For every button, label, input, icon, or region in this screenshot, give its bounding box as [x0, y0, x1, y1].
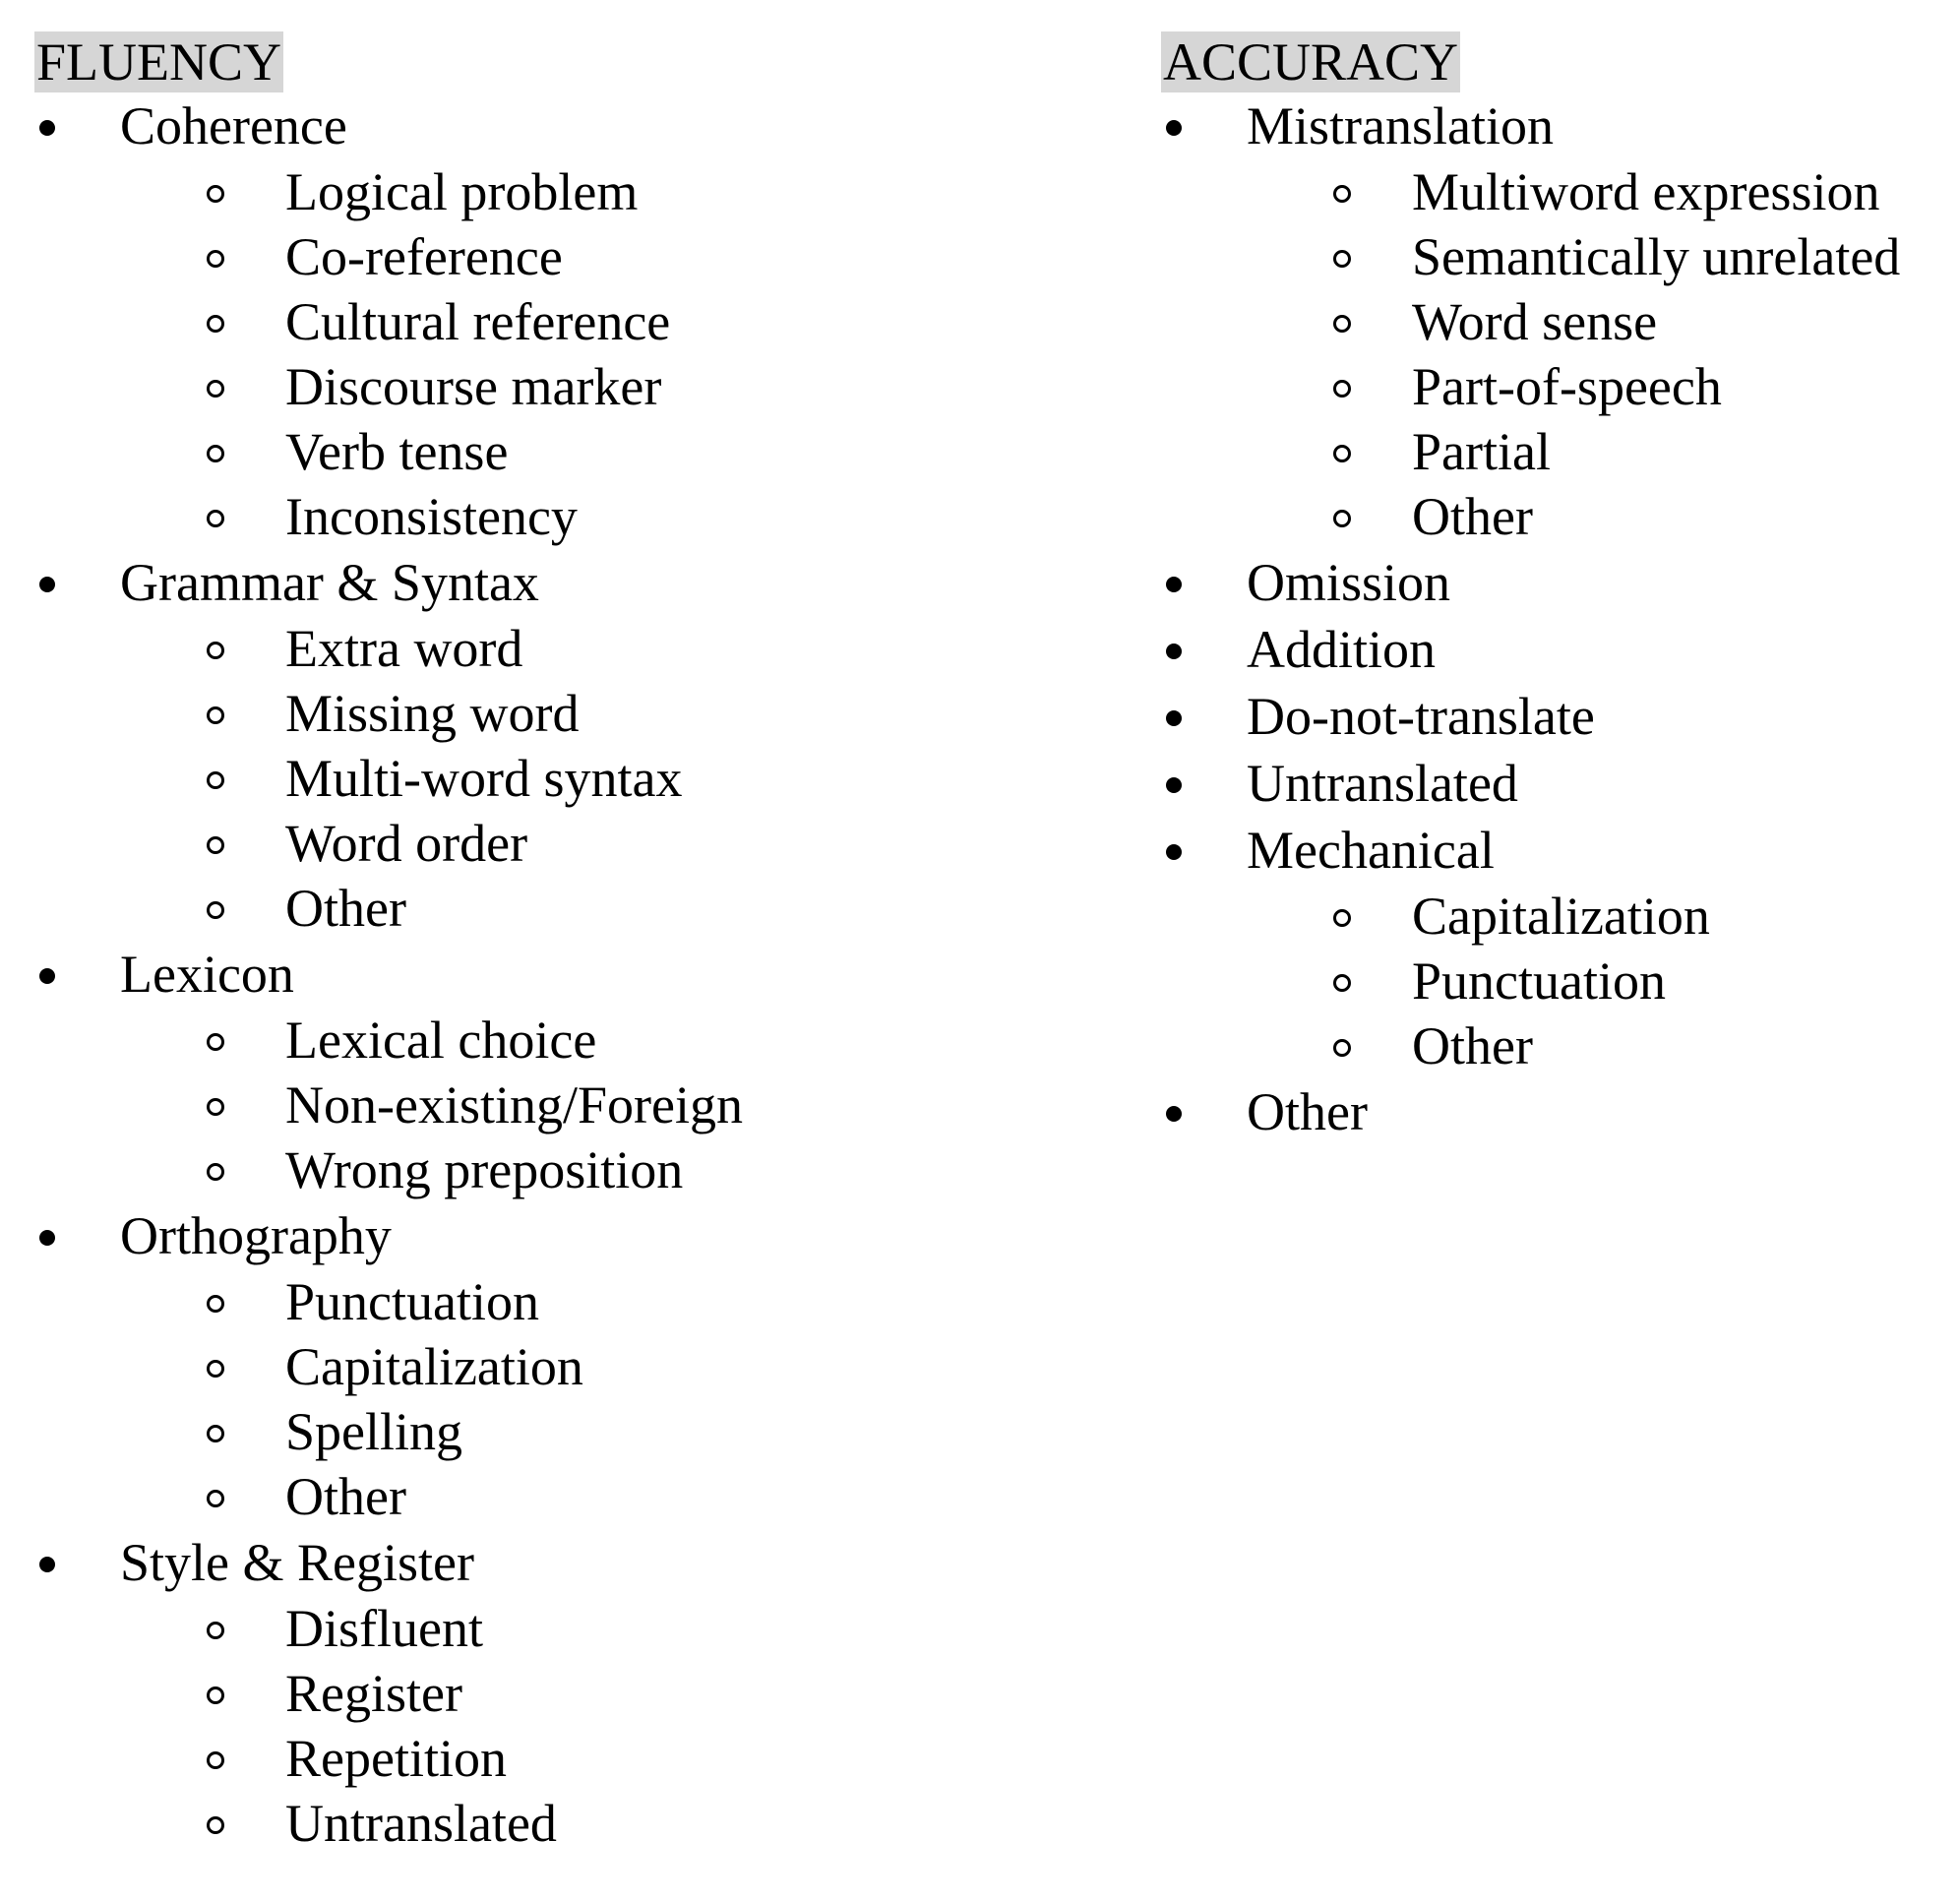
fluency-subcategory-item — [34, 224, 1117, 289]
fluency-subcategory-item — [34, 1137, 1117, 1202]
fluency-subcategory-label: Disfluent — [285, 1599, 483, 1658]
fluency-category-label: Lexicon — [120, 945, 294, 1004]
hollow-circle-bullet-icon — [207, 706, 224, 724]
fluency-subcategory-item — [34, 1334, 1117, 1399]
accuracy-subcategory-label: Other — [1412, 487, 1533, 546]
accuracy-category — [1161, 1078, 1948, 1145]
fluency-subcategory-item — [34, 159, 1117, 224]
hollow-circle-bullet-icon — [207, 445, 224, 462]
accuracy-category-row — [1161, 1078, 1948, 1145]
accuracy-category — [1161, 616, 1948, 683]
fluency-subcategory-item — [34, 1791, 1117, 1856]
accuracy-category-row — [1161, 817, 1948, 884]
fluency-subcategory-label: Missing word — [285, 684, 580, 743]
hollow-circle-bullet-icon — [1333, 510, 1351, 527]
hollow-circle-bullet-icon — [207, 250, 224, 268]
fluency-category-row — [34, 549, 1117, 616]
filled-bullet-icon — [1166, 120, 1182, 136]
hollow-circle-bullet-icon — [207, 315, 224, 333]
fluency-subcategory-item — [34, 1073, 1117, 1137]
accuracy-column — [1161, 31, 1948, 1145]
accuracy-subcategory-item — [1161, 419, 1948, 484]
fluency-subcategory-label: Extra word — [285, 619, 523, 678]
accuracy-category-label: Omission — [1247, 553, 1451, 612]
accuracy-subcategory-item — [1161, 224, 1948, 289]
fluency-subcategory-label: Logical problem — [285, 162, 639, 221]
filled-bullet-icon — [39, 968, 55, 984]
hollow-circle-bullet-icon — [207, 1751, 224, 1769]
fluency-category-label: Orthography — [120, 1206, 392, 1265]
accuracy-category-label: Mechanical — [1247, 821, 1495, 880]
hollow-circle-bullet-icon — [207, 1033, 224, 1051]
fluency-category-list — [34, 92, 1117, 1856]
fluency-category-label: Style & Register — [120, 1533, 474, 1592]
fluency-subcategory-label: Co-reference — [285, 227, 563, 286]
hollow-circle-bullet-icon — [207, 1360, 224, 1378]
fluency-subcategory-label: Other — [285, 1467, 406, 1526]
filled-bullet-icon — [1166, 1106, 1182, 1122]
fluency-subcategory-item — [34, 354, 1117, 419]
fluency-subcategory-item — [34, 616, 1117, 681]
hollow-circle-bullet-icon — [207, 771, 224, 789]
hollow-circle-bullet-icon — [1333, 909, 1351, 927]
accuracy-subcategory-item — [1161, 949, 1948, 1013]
hollow-circle-bullet-icon — [1333, 1039, 1351, 1057]
hollow-circle-bullet-icon — [1333, 315, 1351, 333]
fluency-subcategory-item — [34, 1661, 1117, 1726]
accuracy-category — [1161, 750, 1948, 817]
hollow-circle-bullet-icon — [207, 1622, 224, 1639]
accuracy-category-row — [1161, 92, 1948, 159]
hollow-circle-bullet-icon — [1333, 185, 1351, 203]
accuracy-category-label: Other — [1247, 1082, 1368, 1141]
fluency-subcategory-item — [34, 1726, 1117, 1791]
hollow-circle-bullet-icon — [207, 1425, 224, 1442]
fluency-subcategory-label: Lexical choice — [285, 1011, 597, 1070]
accuracy-category — [1161, 683, 1948, 750]
fluency-subcategory-item — [34, 1008, 1117, 1073]
accuracy-subcategory-label: Other — [1412, 1016, 1533, 1075]
accuracy-category-row — [1161, 750, 1948, 817]
fluency-subcategory-label: Untranslated — [285, 1794, 557, 1853]
fluency-heading: FLUENCY — [36, 32, 282, 92]
fluency-category-row — [34, 941, 1117, 1008]
filled-bullet-icon — [39, 1557, 55, 1572]
hollow-circle-bullet-icon — [1333, 974, 1351, 992]
fluency-subcategory-item — [34, 811, 1117, 876]
hollow-circle-bullet-icon — [207, 642, 224, 659]
fluency-subcategory-list — [34, 1596, 1117, 1856]
fluency-subcategory-label: Register — [285, 1664, 462, 1723]
fluency-column — [34, 31, 1117, 1856]
fluency-subcategory-label: Verb tense — [285, 422, 509, 481]
hollow-circle-bullet-icon — [207, 1295, 224, 1313]
accuracy-subcategory-item — [1161, 289, 1948, 354]
accuracy-subcategory-item — [1161, 159, 1948, 224]
fluency-category — [34, 1529, 1117, 1856]
accuracy-subcategory-label: Part-of-speech — [1412, 357, 1722, 416]
fluency-subcategory-label: Punctuation — [285, 1272, 539, 1331]
accuracy-category-row — [1161, 549, 1948, 616]
fluency-subcategory-item — [34, 419, 1117, 484]
fluency-category — [34, 549, 1117, 941]
fluency-category — [34, 1202, 1117, 1529]
accuracy-category — [1161, 817, 1948, 1078]
fluency-subcategory-item — [34, 681, 1117, 746]
filled-bullet-icon — [1166, 577, 1182, 592]
fluency-category-row — [34, 92, 1117, 159]
accuracy-subcategory-label: Capitalization — [1412, 887, 1710, 946]
fluency-subcategory-item — [34, 1464, 1117, 1529]
accuracy-heading: ACCURACY — [1163, 32, 1459, 92]
fluency-subcategory-label: Capitalization — [285, 1337, 583, 1396]
fluency-subcategory-label: Multi-word syntax — [285, 749, 683, 808]
accuracy-subcategory-item — [1161, 484, 1948, 549]
accuracy-subcategory-label: Punctuation — [1412, 951, 1666, 1011]
hollow-circle-bullet-icon — [1333, 250, 1351, 268]
hollow-circle-bullet-icon — [207, 510, 224, 527]
fluency-subcategory-label: Word order — [285, 814, 528, 873]
fluency-subcategory-item — [34, 1399, 1117, 1464]
filled-bullet-icon — [39, 1230, 55, 1246]
fluency-subcategory-list — [34, 616, 1117, 941]
hollow-circle-bullet-icon — [207, 1163, 224, 1181]
fluency-category — [34, 92, 1117, 549]
hollow-circle-bullet-icon — [207, 380, 224, 398]
filled-bullet-icon — [1166, 844, 1182, 860]
fluency-subcategory-label: Non-existing/Foreign — [285, 1075, 743, 1134]
filled-bullet-icon — [1166, 777, 1182, 793]
accuracy-subcategory-list — [1161, 159, 1948, 549]
accuracy-subcategory-item — [1161, 354, 1948, 419]
fluency-category-row — [34, 1529, 1117, 1596]
hollow-circle-bullet-icon — [207, 836, 224, 854]
accuracy-subcategory-list — [1161, 884, 1948, 1078]
hollow-circle-bullet-icon — [207, 1816, 224, 1834]
accuracy-subcategory-label: Semantically unrelated — [1412, 227, 1901, 286]
accuracy-subcategory-item — [1161, 1013, 1948, 1078]
fluency-subcategory-label: Spelling — [285, 1402, 463, 1461]
fluency-subcategory-item — [34, 1596, 1117, 1661]
accuracy-category-row — [1161, 683, 1948, 750]
fluency-subcategory-item — [34, 746, 1117, 811]
fluency-subcategory-label: Other — [285, 879, 406, 938]
accuracy-category-label: Untranslated — [1247, 754, 1518, 813]
accuracy-category — [1161, 549, 1948, 616]
fluency-category-label: Grammar & Syntax — [120, 553, 539, 612]
fluency-subcategory-label: Inconsistency — [285, 487, 578, 546]
fluency-subcategory-item — [34, 876, 1117, 941]
hollow-circle-bullet-icon — [207, 1686, 224, 1704]
hollow-circle-bullet-icon — [207, 185, 224, 203]
fluency-subcategory-list — [34, 159, 1117, 549]
hollow-circle-bullet-icon — [1333, 445, 1351, 462]
fluency-category-row — [34, 1202, 1117, 1269]
fluency-subcategory-item — [34, 484, 1117, 549]
fluency-subcategory-label: Cultural reference — [285, 292, 671, 351]
accuracy-category-label: Addition — [1247, 620, 1437, 679]
accuracy-subcategory-item — [1161, 884, 1948, 949]
fluency-subcategory-label: Wrong preposition — [285, 1140, 684, 1199]
filled-bullet-icon — [39, 577, 55, 592]
hollow-circle-bullet-icon — [207, 1098, 224, 1116]
accuracy-category-label: Mistranslation — [1247, 96, 1554, 155]
accuracy-subcategory-label: Partial — [1412, 422, 1551, 481]
accuracy-subcategory-label: Word sense — [1412, 292, 1658, 351]
hollow-circle-bullet-icon — [207, 1490, 224, 1507]
fluency-subcategory-item — [34, 1269, 1117, 1334]
hollow-circle-bullet-icon — [207, 901, 224, 919]
filled-bullet-icon — [1166, 710, 1182, 726]
accuracy-category-row — [1161, 616, 1948, 683]
fluency-category-label: Coherence — [120, 96, 347, 155]
fluency-subcategory-label: Repetition — [285, 1729, 507, 1788]
fluency-subcategory-item — [34, 289, 1117, 354]
fluency-category — [34, 941, 1117, 1202]
hollow-circle-bullet-icon — [1333, 380, 1351, 398]
accuracy-category-label: Do-not-translate — [1247, 687, 1595, 746]
filled-bullet-icon — [1166, 644, 1182, 659]
fluency-subcategory-list — [34, 1269, 1117, 1529]
accuracy-subcategory-label: Multiword expression — [1412, 162, 1880, 221]
accuracy-category-list — [1161, 92, 1948, 1145]
accuracy-category — [1161, 92, 1948, 549]
fluency-subcategory-label: Discourse marker — [285, 357, 662, 416]
filled-bullet-icon — [39, 120, 55, 136]
fluency-subcategory-list — [34, 1008, 1117, 1202]
